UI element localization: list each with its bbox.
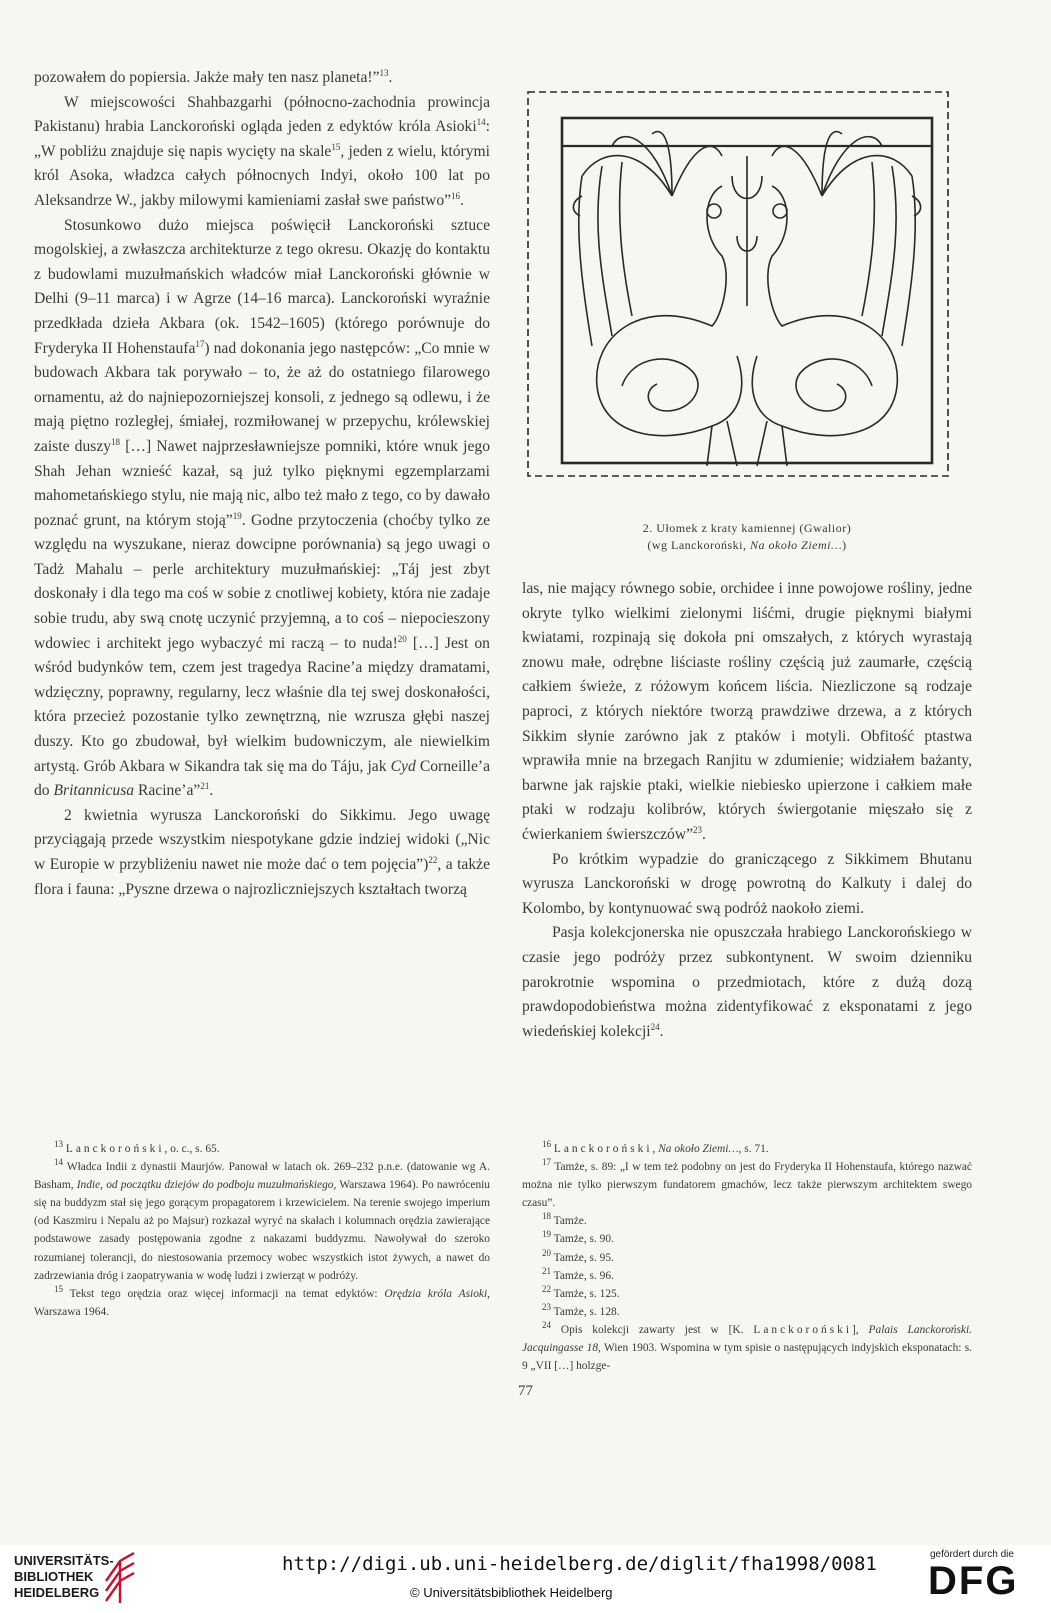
footnote-ref[interactable]: 15 [331,141,341,152]
right-bird-eye [773,204,787,218]
footnote: $^{19}$ Tamże, s. 90. [542,1229,614,1246]
left-bird-eye [707,204,721,218]
footnote-ref[interactable]: 24 [650,1021,660,1032]
right-column [522,577,972,1044]
footnote: $^{20}$ Tamże, s. 95. [542,1247,614,1264]
figure-stone-grille [522,86,972,506]
footnotes-left [34,1140,490,1321]
footnote-ref[interactable]: 18 [111,436,121,447]
footnote: $^{24}$ Opis kolekcji zawarty jest w [K. Lanckoroński], Palais Lanckoroński. Jacquingasse 18, Wien 1903. Wspomina w tym spisie o następujących indyjskich eksponatach: s. 9 „VII […] holzge- [522,1320,972,1373]
copyright: © Universitätsbibliothek Heidelberg [410,1585,613,1600]
right-flower [772,132,912,196]
central-stem [732,156,762,306]
footnote: $^{14}$ Władca Indii z dynastii Maurjów. Panował w latach ok. 269–232 p.n.e. (datowanie wg A. Basham, Indie, od początku dziejów do podboju muzułmańskiego, Warszawa 1964). Po nawróceniu się na buddyzm stał się jego gorącym propagatorem i krzewicielem. Na terenie swojego imperium (od Kaszmiru i Nepalu aż po Majsur) rozkazał wyryć na skałach i kolumnach orędzia zawierające podstawowe zasady postępowania zgodne z nakazami buddyzmu. Nawoływał do szeroko rozumianej tolerancji, do niestosowania przemocy wobec wszystkich istot żywych, a nawet do zadrzewiania dróg i zaopatrywania w wodę ludzi i zwierząt w podróży. [34,1157,490,1282]
footnote-ref[interactable]: 13 [379,67,389,78]
paragraph: Po krótkim wypadzie do graniczącego z Sikkimem Bhutanu wyrusza Lanckoroński w drogę powrotną do Kalkuty i dalej do Kolombo, by kontynuować swą podróż naokoło ziemi. [522,850,972,917]
footnote: $^{23}$ Tamże, s. 128. [542,1302,620,1318]
frame-outer [528,92,948,476]
paragraph: W miejscowości Shahbazgarhi (północno-zachodnia prowincja Pakistanu) hrabia Lanckoroński ogląda jeden z edyktów króla Asioki$^{14}$: „W pobliżu znajduje się napis wycięty na skale$^{15}$, jeden z wielu, którymi król Asoka, władzca całych północnych Indyi, około 100 lat po Aleksandrze W., jakby milowymi kamieniami zasłał swe państwo”$^{16}$. [34,93,490,209]
paragraph: las, nie mający równego sobie, orchidee i inne powojowe rośliny, jedne okryte tylko wielkimi zielonymi liśćmi, drugie pięknymi białymi kwiatami, rozpinają się dokoła pni omszałych, z których wyrastają znowu małe, odrębne liściaste rośliny częścią już zaumarłe, częścią całkiem świeże, z różowym końcem liścia. Niezliczone są rodzaje paproci, z których niektóre tworzą prawdziwe drzewa, a z których Sikkim słynie zarówno jak z ptaków i motyli. Obfitość ptastwa wprawiła mnie na brzegach Ranjitu w zdumienie; widziałem bażanty, barwne jak rajskie ptaki, wielkie niebiesko upierzone i całkiem małe ptaki w rodzaju kolibrów, których świergotanie mięszało się z ćwierkaniem świerszczów”$^{23}$. [522,580,972,843]
footnote: $^{18}$ Tamże. [542,1211,587,1228]
footnote-ref[interactable]: 20 [397,633,407,644]
footnote-ref[interactable]: 23 [693,824,703,835]
digitization-footer [0,1545,1051,1613]
paragraph: Pasja kolekcjonerska nie opuszczała hrabiego Lanckorońskiego w czasie jego podróży przez subkontynent. W swoim dzienniku parokrotnie wspomina o przedmiotach, które z dużą dozą prawdopodobieństwa można zidentyfikować z eksponatami z jego wiedeńskiej kolekcji$^{24}$. [522,924,972,1040]
right-leaves [862,162,915,346]
right-bird-wing [757,359,872,466]
right-bird [752,186,897,436]
ub-logo-icon [102,1551,138,1605]
source-url-link[interactable]: http://digi.ub.uni-heidelberg.de/diglit/fha1998/0081 [282,1553,877,1575]
footnote-ref[interactable]: 16 [451,190,461,201]
footnote-ref[interactable]: 14 [476,117,486,127]
footnote-ref[interactable]: 19 [232,510,242,521]
page-number: 77 [518,1383,533,1399]
footnote: $^{17}$ Tamże, s. 89: „I w tem też podobny on jest do Fryderyka II Hohenstaufa, którego nazwać można nie tylko pierwszym fundatorem gmachów, lecz także pierwszym architektem swego czasu”. [522,1157,972,1210]
footnote-ref[interactable]: 22 [428,854,438,865]
footnote-ref[interactable]: 17 [195,338,205,349]
footnote-ref[interactable]: 21 [200,781,210,792]
funding-label: gefördert durch die [930,1549,1014,1560]
footnote: $^{22}$ Tamże, s. 125. [542,1283,620,1300]
footnote: $^{21}$ Tamże, s. 96. [542,1265,614,1282]
footnote: $^{15}$ Tekst tego orędzia oraz więcej informacji na temat edyktów: Orędzia króla Asioki, Warszawa 1964. [34,1283,490,1318]
paragraph: 2 kwietnia wyrusza Lanckoroński do Sikkimu. Jego uwagę przyciągają przede wszystkim niespotykane gdzie indziej widoki („Nic w Europie w przybliżeniu nawet nie może dać o tem pojęcia”)$^{22}$, a także flora i fauna: „Pyszne drzewa o najrozliczniejszych kształtach tworzą [34,806,490,898]
left-flower [582,132,722,196]
footnote: $^{13}$ Lanckoroński, o. c., s. 65. [54,1139,220,1155]
left-bird-wing [622,359,737,466]
footnote: $^{16}$ Lanckoroński, Na około Ziemi…, s. 71. [542,1139,769,1155]
paragraph: pozowałem do popiersia. Jakże mały ten nasz planeta!”$^{13}$. [34,67,393,86]
footnotes-right [522,1140,972,1375]
figure-caption: 2. Ułomek z kraty kamiennej (Gwalior) (wg Lanckoroński, Na około Ziemi…) [642,521,852,552]
stone-grille-illustration [522,86,972,506]
paragraph: Stosunkowo dużo miejsca poświęcił Lanckoroński sztuce mogolskiej, a zwłaszcza architekturze z tego okresu. Okazję do kontaktu z budowlami muzułmańskich władców miał Lanckoroński głównie w Delhi (9–11 marca) i w Agrze (14–16 marca). Lanckoroński wyraźnie przedkłada dzieła Akbara (ok. 1542–1605) (którego porównuje do Fryderyka II Hohenstaufa$^{17}$) nad dokonania jego następców: „Co mnie w budowach Akbara tak porywało – to, że aż do ostatniego filarowego ornamentu, aż do najniepozorniejszej konsoli, z jednego są odlewu, i że mają piętno rozległej, śmiałej, rozmiłowanej w przepychu, królewskiej zaiste duszy$^{18}$ […] Nawet najprzesławniejsze pomniki, które wnuk jego Shah Jehan wznieść kazał, są już tylko pięknymi egzemplarzami mahometańskiego stylu, nie mają nic, albo też mało z tego, co by dawało poznać grunt, na którym stoją”$^{19}$. Godne przytoczenia (choćby tylko ze względu na wyszukane, nieraz dowcipne porównania) są jego uwagi o Tadż Mahalu – perle architektury muzułmańskiej: „Táj jest zbyt doskonały i dla tego ma coś w sobie z cnotliwej kobiety, która nie zadaje sobie trudu, aby swą cnotę uczynić przyjemną, a to coś – niepocieszony wdowiec i architekt jego wybaczyć mi raczą – to nuda!$^{20}$ […] Jest on wśród budynków tem, czem jest tragedya Racine’a między dramatami, wdzięczny, poprawny, regularny, lecz właśnie dla tej swej doskonałości, która przecież pozostanie tylko zewnętrzną, nie wzrusza głębi naszej duszy. Kto go zbudował, był wielkim budowniczym, ale niewielkim artystą. Grób Akbara w Sikandra tak się ma do Táju, jak Cyd Corneille’a do Britannicusa Racine’a”$^{21}$. [34,216,490,800]
left-leaves [579,162,632,346]
library-name: UNIVERSITÄTS- BIBLIOTHEK HEIDELBERG [14,1553,114,1600]
left-bird [597,186,742,436]
left-column [34,66,490,902]
dfg-logo: DFG [928,1559,1019,1603]
